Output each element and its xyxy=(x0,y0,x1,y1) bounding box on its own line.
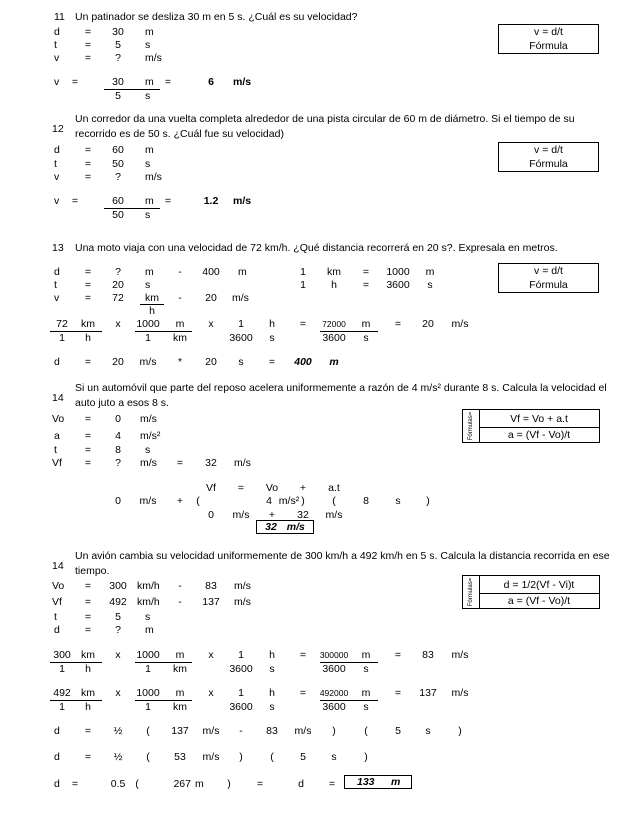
problem-question: Un corredor da una vuelta completa alrededor de una pista circular de 60 m de diámetro. Si el tiempo de su recorrido es de 50 s. ¿Cuál fue su velocidad) xyxy=(75,113,575,141)
numerator-unit: m xyxy=(145,76,154,88)
var-label: d xyxy=(54,266,60,278)
conv-result-unit: m/s xyxy=(451,649,469,661)
sub-value: 32 xyxy=(297,509,309,521)
conv-unit: km xyxy=(81,649,95,661)
equals: = xyxy=(84,279,92,291)
sub-unit: m/s xyxy=(139,495,157,507)
result-unit: m/s xyxy=(233,76,252,88)
equals: = xyxy=(71,778,79,790)
result-unit: m xyxy=(391,776,401,788)
conv-result-unit: m/s xyxy=(451,318,469,330)
plus: + xyxy=(268,509,276,521)
converted-value: 83 xyxy=(205,580,217,592)
conv-den: 1 xyxy=(59,663,65,675)
formulas-side-label: Fórmulas= xyxy=(468,577,474,607)
conv-num: 300000 xyxy=(319,650,349,660)
conv-den: 3600 xyxy=(322,332,346,344)
formula-text: v = d/t xyxy=(534,26,563,38)
equals: = xyxy=(84,356,92,368)
conv-num: 1 xyxy=(238,318,244,330)
equals: = xyxy=(84,171,92,183)
equals: = xyxy=(84,266,92,278)
conv-den-unit: s xyxy=(269,663,275,675)
var-unit: m/s² xyxy=(140,430,161,442)
eq-left: 1 xyxy=(300,266,306,278)
var-value: 8 xyxy=(115,444,121,456)
equals: = xyxy=(362,266,370,278)
equals: = xyxy=(394,649,402,661)
numerator-unit: m xyxy=(145,195,154,207)
formula-text: Vf = Vo + a.t xyxy=(479,410,599,428)
conv-unit: m xyxy=(175,687,185,699)
conv-result: 137 xyxy=(419,687,437,699)
conv-num: 1000 xyxy=(136,649,160,661)
result-unit: m/s xyxy=(233,195,252,207)
var-unit: m/s xyxy=(140,413,157,425)
equals: = xyxy=(164,195,172,207)
formula-box xyxy=(498,24,599,54)
conv-den: 1 xyxy=(145,663,151,675)
conv-num: 72000 xyxy=(322,319,346,329)
conv-unit: m xyxy=(361,687,371,699)
problem-number: 12 xyxy=(52,123,64,135)
result-box xyxy=(256,520,314,534)
line-unit: m/s xyxy=(202,751,220,763)
var-value: 72 xyxy=(112,292,124,304)
sub-unit: s xyxy=(395,495,401,507)
paren: ( xyxy=(146,725,150,737)
equals: = xyxy=(256,778,264,790)
paren: ) xyxy=(426,495,430,507)
var-value: 60 xyxy=(112,144,124,156)
var-unit: m/s xyxy=(145,171,162,183)
result-value: 133 xyxy=(357,776,375,788)
equals: = xyxy=(84,158,92,170)
var-label: d xyxy=(54,144,60,156)
formula-term: Vf xyxy=(206,482,216,494)
conv-num: 72 xyxy=(56,318,68,330)
formula-box xyxy=(462,409,600,443)
sub-unit: m/s xyxy=(325,509,343,521)
var-unit: km/h xyxy=(137,596,160,608)
formula-caption: Fórmula xyxy=(529,40,568,52)
sub-value: 8 xyxy=(363,495,369,507)
converted-unit: m xyxy=(238,266,247,278)
equals: = xyxy=(299,318,307,330)
sub-unit: m/s² xyxy=(278,495,300,507)
var-label: v xyxy=(54,52,60,64)
formula-text: v = d/t xyxy=(534,144,563,156)
equals: = xyxy=(84,751,92,763)
result-value: 32 xyxy=(265,521,277,533)
equals: = xyxy=(84,26,92,38)
line-unit: m/s xyxy=(294,725,312,737)
var-unit: m xyxy=(145,266,154,278)
conv-den-unit: km xyxy=(173,332,187,344)
line-unit: s xyxy=(425,725,431,737)
equals: = xyxy=(84,292,92,304)
final-value: 20 xyxy=(205,356,217,368)
conv-num: 1000 xyxy=(136,687,160,699)
formula-box xyxy=(462,575,600,609)
converted-value: 20 xyxy=(205,292,217,304)
paren: ) xyxy=(239,751,243,763)
eq-right: 1000 xyxy=(386,266,410,278)
paren: ( xyxy=(196,495,200,507)
var-label: t xyxy=(54,279,57,291)
var-label: t xyxy=(54,444,57,456)
conv-num: 1000 xyxy=(136,318,160,330)
formula-box xyxy=(498,263,599,293)
conv-den-unit: s xyxy=(363,701,369,713)
equals: = xyxy=(71,76,79,88)
equals: = xyxy=(394,318,402,330)
var-label: Vf xyxy=(52,596,62,608)
result-value: 32 xyxy=(205,457,217,469)
conv-den-unit: h xyxy=(85,332,91,344)
plus: + xyxy=(176,495,184,507)
var-value: ? xyxy=(115,266,121,278)
conv-den: 1 xyxy=(59,701,65,713)
conv-num: 492000 xyxy=(319,688,349,698)
problem-number: 14 xyxy=(52,392,64,404)
sub-value: 0 xyxy=(208,509,214,521)
equals: = xyxy=(299,687,307,699)
formula-term: a.t xyxy=(328,482,340,494)
paren: ) xyxy=(364,751,368,763)
final-unit: s xyxy=(238,356,244,368)
var-unit: s xyxy=(145,279,151,291)
var-label: d xyxy=(54,624,60,636)
fraction-line xyxy=(50,331,102,332)
times: x xyxy=(115,318,121,330)
conv-den-unit: km xyxy=(173,701,187,713)
var-value: 0 xyxy=(115,413,121,425)
conv-den: 3600 xyxy=(322,701,346,713)
var-value: ? xyxy=(115,171,121,183)
var-unit: m/s xyxy=(140,457,157,469)
var-label: a xyxy=(54,430,60,442)
conv-num: 300 xyxy=(53,649,71,661)
times: x xyxy=(208,649,214,661)
fraction-line xyxy=(104,89,160,90)
problem-number: 11 xyxy=(54,11,65,23)
denominator-unit: s xyxy=(145,209,151,221)
equals: = xyxy=(71,195,79,207)
var-unit-den: h xyxy=(149,305,155,317)
var-label: t xyxy=(54,611,57,623)
line-label: d xyxy=(54,725,60,737)
conv-den: 1 xyxy=(145,701,151,713)
var-label: t xyxy=(54,39,57,51)
paren: ) xyxy=(458,725,462,737)
equals: = xyxy=(328,778,336,790)
conv-den: 3600 xyxy=(322,663,346,675)
conv-unit: h xyxy=(269,649,275,661)
paren: ( xyxy=(146,751,150,763)
times: x xyxy=(208,687,214,699)
result-box xyxy=(344,775,412,789)
arrow-dash: - xyxy=(178,596,182,608)
paren: ( xyxy=(364,725,368,737)
arrow-dash: - xyxy=(178,292,182,304)
var-unit: s xyxy=(145,444,151,456)
var-label: Vo xyxy=(52,580,65,592)
sub-value: 4 xyxy=(266,495,272,507)
conv-den-unit: s xyxy=(269,701,275,713)
var-unit: m xyxy=(145,26,154,38)
var-unit: m/s xyxy=(145,52,162,64)
conv-den-unit: h xyxy=(85,663,91,675)
sub-value: 0 xyxy=(115,495,121,507)
var-label: Vf xyxy=(52,457,62,469)
problem-question: Una moto viaja con una velocidad de 72 km/h. ¿Qué distancia recorrerá en 20 s?. Expresala en metros. xyxy=(75,242,558,254)
var-label: v xyxy=(54,171,60,183)
equals: = xyxy=(84,430,92,442)
var-unit: s xyxy=(145,39,151,51)
result-unit: m xyxy=(329,356,339,368)
calc-label: v xyxy=(54,195,60,207)
equals: = xyxy=(164,76,172,88)
eq-left-unit: km xyxy=(327,266,341,278)
paren: ) xyxy=(332,725,336,737)
eq-right: 3600 xyxy=(386,279,410,291)
var-value: 300 xyxy=(109,580,127,592)
var-value: ? xyxy=(115,457,121,469)
equals: = xyxy=(394,687,402,699)
multiply: * xyxy=(177,356,183,368)
equals: = xyxy=(84,413,92,425)
paren: ) xyxy=(227,778,231,790)
conv-den-unit: s xyxy=(269,332,275,344)
var-label: Vo xyxy=(52,413,65,425)
line-value: 137 xyxy=(171,725,189,737)
line-value: 267 xyxy=(173,778,191,790)
final-value: 20 xyxy=(112,356,124,368)
line-unit: m/s xyxy=(202,725,220,737)
numerator: 60 xyxy=(112,195,124,207)
converted-unit: m/s xyxy=(234,580,251,592)
converted-unit: m/s xyxy=(234,596,251,608)
conv-unit: h xyxy=(269,318,275,330)
var-value: 20 xyxy=(112,279,124,291)
conv-den-unit: h xyxy=(85,701,91,713)
conv-den: 3600 xyxy=(229,701,253,713)
formula-text: d = 1/2(Vf - Vi)t xyxy=(479,576,599,594)
line-value: 53 xyxy=(174,751,186,763)
denominator: 5 xyxy=(115,90,121,102)
conv-unit: km xyxy=(81,318,95,330)
formulas-side-label: Fórmulas= xyxy=(468,411,474,441)
denominator: 50 xyxy=(112,209,124,221)
var-value: 30 xyxy=(112,26,124,38)
conv-result: 20 xyxy=(422,318,434,330)
var-value: ? xyxy=(115,52,121,64)
line-label: d xyxy=(298,778,304,790)
eq-left: 1 xyxy=(300,279,306,291)
eq-right-unit: s xyxy=(427,279,433,291)
line-unit: m xyxy=(195,778,204,790)
result-unit: m/s xyxy=(286,521,305,533)
eq-right-unit: m xyxy=(425,266,435,278)
equals: = xyxy=(84,457,92,469)
formula-text: a = (Vf - Vo)/t xyxy=(507,428,571,441)
equals: = xyxy=(176,457,184,469)
calc-label: v xyxy=(54,76,60,88)
conv-unit: km xyxy=(81,687,95,699)
var-value: ? xyxy=(115,624,121,636)
converted-value: 137 xyxy=(202,596,220,608)
result-value: 400 xyxy=(294,356,312,368)
formula-text: a = (Vf - Vo)/t xyxy=(507,594,571,607)
plus: + xyxy=(299,482,307,494)
conv-unit: m xyxy=(175,649,185,661)
var-unit: m xyxy=(145,624,154,636)
conv-den: 1 xyxy=(145,332,151,344)
equals: = xyxy=(84,144,92,156)
conv-unit: m xyxy=(175,318,185,330)
half: ½ xyxy=(113,751,123,763)
times: x xyxy=(208,318,214,330)
var-label: v xyxy=(54,292,60,304)
equals: = xyxy=(362,279,370,291)
result-unit: m/s xyxy=(234,457,251,469)
paren: ( xyxy=(135,778,139,790)
equals: = xyxy=(84,52,92,64)
conv-unit: h xyxy=(269,687,275,699)
times: x xyxy=(115,649,121,661)
var-label: t xyxy=(54,158,57,170)
var-label: d xyxy=(54,26,60,38)
equals: = xyxy=(84,444,92,456)
conv-den: 1 xyxy=(59,332,65,344)
var-value: 50 xyxy=(112,158,124,170)
var-unit: km/h xyxy=(137,580,160,592)
equals: = xyxy=(84,39,92,51)
paren: ( xyxy=(270,751,274,763)
equals: = xyxy=(84,580,92,592)
times: x xyxy=(115,687,121,699)
conv-unit: m xyxy=(361,318,371,330)
formula-caption: Fórmula xyxy=(529,279,568,291)
converted-unit: m/s xyxy=(232,292,249,304)
var-value: 5 xyxy=(115,611,121,623)
problem-question: Un patinador se desliza 30 m en 5 s. ¿Cuál es su velocidad? xyxy=(75,11,358,23)
numerator: 30 xyxy=(112,76,124,88)
sub-unit: m/s xyxy=(232,509,250,521)
formula-term: Vo xyxy=(265,482,279,494)
minus: - xyxy=(239,725,243,737)
formula-box xyxy=(498,142,599,172)
equals: = xyxy=(84,725,92,737)
result-value: 6 xyxy=(208,76,214,88)
equals: = xyxy=(84,624,92,636)
result-value: 1.2 xyxy=(203,195,219,207)
conv-den: 3600 xyxy=(229,332,253,344)
final-label: d xyxy=(54,356,60,368)
line-label: d xyxy=(54,778,60,790)
line-label: d xyxy=(54,751,60,763)
fraction-line xyxy=(50,700,102,701)
arrow-dash: - xyxy=(178,266,182,278)
equals: = xyxy=(268,356,276,368)
half: ½ xyxy=(113,725,123,737)
formula-caption: Fórmula xyxy=(529,158,568,170)
problem-number: 13 xyxy=(52,242,64,254)
paren: ( xyxy=(332,495,336,507)
equals: = xyxy=(299,649,307,661)
conv-den: 3600 xyxy=(229,663,253,675)
line-value: 5 xyxy=(300,751,306,763)
line-value: 5 xyxy=(395,725,401,737)
denominator-unit: s xyxy=(145,90,151,102)
arrow-dash: - xyxy=(178,580,182,592)
var-unit: s xyxy=(145,158,151,170)
var-unit: s xyxy=(145,611,151,623)
conv-den-unit: km xyxy=(173,663,187,675)
problem-question: Si un automóvil que parte del reposo acelera uniformemente a razón de 4 m/s² durante 8 s. Calcula la velocidad el auto juto a esos 8 s. xyxy=(75,382,607,410)
conv-unit: m xyxy=(361,649,371,661)
conv-num: 492 xyxy=(53,687,71,699)
var-value: 5 xyxy=(115,39,121,51)
var-value: 492 xyxy=(109,596,127,608)
var-unit: m xyxy=(145,144,154,156)
final-unit: m/s xyxy=(139,356,157,368)
equals: = xyxy=(84,596,92,608)
conv-result: 83 xyxy=(422,649,434,661)
fraction-line xyxy=(50,662,102,663)
equals: = xyxy=(84,611,92,623)
conv-den-unit: s xyxy=(363,663,369,675)
converted-value: 400 xyxy=(202,266,220,278)
var-unit: km xyxy=(145,292,159,304)
problem-question: Un avión cambia su velocidad uniformemente de 300 km/h a 492 km/h en 5 s. Calcula la distancia recorrida en ese tiempo. xyxy=(75,550,610,578)
line-unit: s xyxy=(331,751,337,763)
conv-num: 1 xyxy=(238,649,244,661)
paren: ) xyxy=(301,495,305,507)
formula-text: v = d/t xyxy=(534,265,563,277)
line-value: 83 xyxy=(266,725,278,737)
var-value: 4 xyxy=(115,430,121,442)
problem-number: 14 xyxy=(52,560,64,572)
conv-result-unit: m/s xyxy=(451,687,469,699)
eq-left-unit: h xyxy=(331,279,337,291)
equals: = xyxy=(237,482,245,494)
conv-num: 1 xyxy=(238,687,244,699)
line-value: 0.5 xyxy=(110,778,126,790)
conv-den-unit: s xyxy=(363,332,369,344)
